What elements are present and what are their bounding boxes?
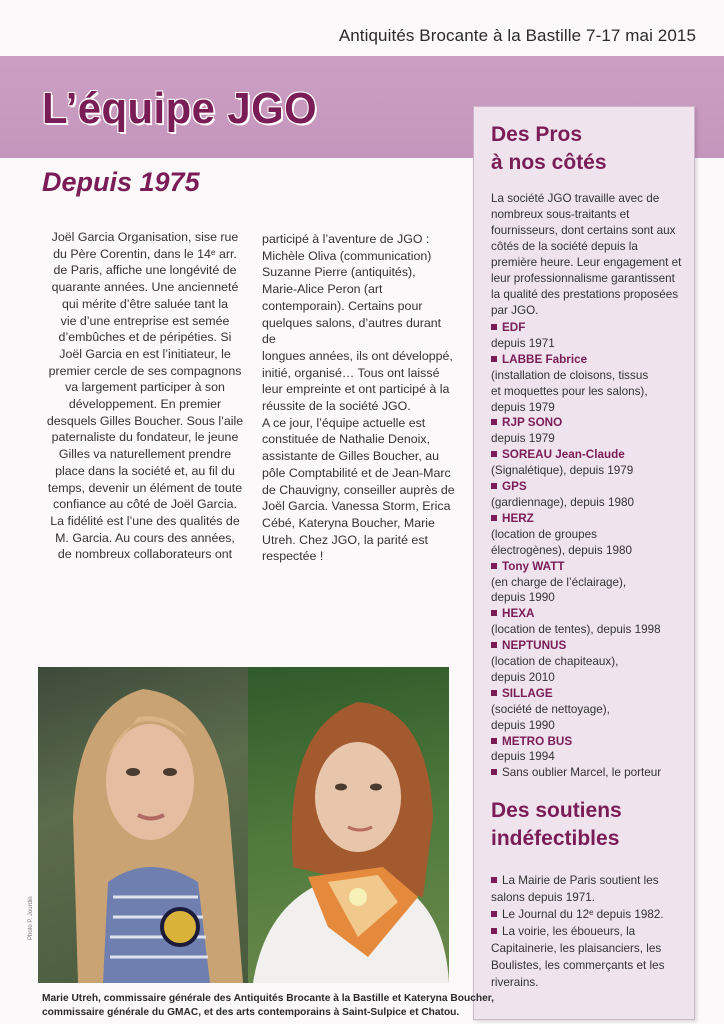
- list-item: [491, 415, 689, 447]
- pro-name: GPS: [502, 480, 527, 494]
- bullet-icon: [491, 563, 497, 569]
- portraits-illustration: [38, 667, 449, 983]
- pro-name: SOREAU Jean-Claude: [502, 448, 625, 462]
- bullet-icon: [491, 419, 497, 425]
- pro-desc: depuis 1971: [491, 336, 555, 350]
- list-item: [491, 511, 689, 559]
- bullet-icon: [491, 515, 497, 521]
- bullet-icon: [491, 738, 497, 744]
- pro-desc: depuis 1994: [491, 750, 555, 764]
- bullet-icon: [491, 928, 497, 934]
- sidebar-box: [473, 106, 695, 1020]
- bullet-icon: [491, 483, 497, 489]
- list-item: [491, 320, 689, 352]
- bullet-icon: [491, 642, 497, 648]
- team-photo: [38, 667, 449, 983]
- photo-caption: Marie Utreh, commissaire générale des Antiquités Brocante à la Bastille et Kateryna Boucher, commissaire générale du GMAC, et des arts contemporains à Saint-Sulpice et Chatou.: [42, 993, 494, 1018]
- sidebar-title-pros: Des Pros à nos côtés: [491, 123, 607, 174]
- pros-list: [491, 320, 689, 781]
- article-column-1: [40, 229, 250, 563]
- magazine-header-title: Antiquités Brocante à la Bastille 7-17 mai 2015: [338, 26, 696, 45]
- list-item: [491, 734, 689, 766]
- pro-desc: (gardiennage), depuis 1980: [491, 495, 634, 509]
- pro-last: Sans oublier Marcel, le porteur: [502, 766, 662, 780]
- pro-desc: (en charge de l’éclairage), depuis 1990: [491, 575, 627, 605]
- pro-name: HERZ: [502, 511, 534, 525]
- list-item: [491, 479, 689, 511]
- article-column-1-text: Joël Garcia Organisation, sise rue du Père Corentin, dans le 14ᵉ arr. de Paris, affiche une longévité de quarante années. Une ancienneté qui mérite d’être saluée tant la vie d’une entreprise est semée d’embûches et de péripéties. Si Joël Garcia en est l’initiateur, le premier cercle de ses compagnons va largement participer à son développement. En premier desquels Gilles Boucher. Sous l’aile paternaliste du fondateur, le jeune Gilles va naturellement prendre place dans la société et, au fil du temps, devenir un élément de toute confiance au côté de Joël Garcia. La fidélité est l’une des qualités de M. Garcia. Au cours des années, de nombreux collaborateurs ont: [46, 230, 244, 562]
- bullet-icon: [491, 324, 497, 330]
- soutien-text: La voirie, les éboueurs, la Capitainerie, les plaisanciers, les Boulistes, les commerçants et les riverains.: [491, 925, 665, 989]
- sidebar-title-soutiens: Des soutiens indéfectibles: [491, 799, 622, 850]
- pro-name: METRO BUS: [502, 734, 573, 748]
- list-item: [491, 559, 689, 607]
- pro-name: EDF: [502, 321, 526, 334]
- pro-desc: (location de tentes), depuis 1998: [491, 623, 661, 637]
- list-item: [491, 906, 689, 923]
- article-column-2-text: participé à l’aventure de JGO : Michèle Oliva (communication) Suzanne Pierre (antiquités), Marie-Alice Peron (art contemporain). Certains pour quelques salons, d’autres durant de longues années, ils ont développé, initié, organisé… Tous ont laissé leur empreinte et ont participé à la réussite de la société JGO. A ce jour, l’équipe actuelle est constituée de Nathalie Denoix, assistante de Gilles Boucher, au pôle Comptabilité et de Jean-Marc de Chauvigny, conseiller auprès de Joël Garcia. Vanessa Storm, Erica Cébé, Kateryna Boucher, Marie Utreh. Chez JGO, la parité est respectée !: [262, 232, 455, 564]
- bullet-icon: [491, 911, 497, 917]
- photo-credit: Photo P. Jourdin: [28, 896, 34, 940]
- bullet-icon: [491, 769, 497, 775]
- list-item: [491, 923, 689, 991]
- pro-name: SILLAGE: [502, 686, 553, 700]
- pro-name: RJP SONO: [502, 416, 563, 430]
- pro-desc: (location de groupes électrogènes), depuis 1980: [491, 527, 632, 557]
- sidebar-intro: La société JGO travaille avec de nombreux sous-traitants et fournisseurs, dont certains sont aux côtés de la société depuis la première heure. Leur engagement et leur professionnalisme garantissent la qualité des prestations proposées par JGO.: [491, 192, 682, 317]
- pro-desc: (société de nettoyage), depuis 1990: [491, 702, 610, 732]
- pro-name: Tony WATT: [502, 559, 565, 573]
- list-item: [491, 765, 689, 781]
- pro-name: NEPTUNUS: [502, 639, 567, 653]
- pro-name: LABBE Fabrice: [502, 352, 588, 366]
- article-column-2: [262, 231, 458, 565]
- bullet-icon: [491, 610, 497, 616]
- pro-desc: (installation de cloisons, tissus et moquettes pour les salons), depuis 1979: [491, 368, 649, 414]
- list-item: [491, 686, 689, 734]
- pro-desc: (location de chapiteaux), depuis 2010: [491, 655, 619, 684]
- pro-desc: (Signalétique), depuis 1979: [491, 464, 634, 478]
- bullet-icon: [491, 451, 497, 457]
- soutiens-list: [491, 872, 689, 991]
- list-item: [491, 638, 689, 686]
- soutien-text: La Mairie de Paris soutient les salons depuis 1971.: [491, 874, 659, 904]
- bullet-icon: [491, 356, 497, 362]
- bullet-icon: [491, 690, 497, 696]
- article-title: L’équipe JGO: [42, 84, 318, 133]
- pro-desc: depuis 1979: [491, 432, 555, 446]
- list-item: [491, 447, 689, 479]
- soutien-text: Le Journal du 12ᵉ depuis 1982.: [502, 908, 664, 921]
- list-item: [491, 606, 689, 638]
- article-subtitle: Depuis 1975: [42, 167, 200, 197]
- list-item: [491, 872, 689, 906]
- bullet-icon: [491, 877, 497, 883]
- list-item: [491, 352, 689, 416]
- pro-name: HEXA: [502, 607, 535, 621]
